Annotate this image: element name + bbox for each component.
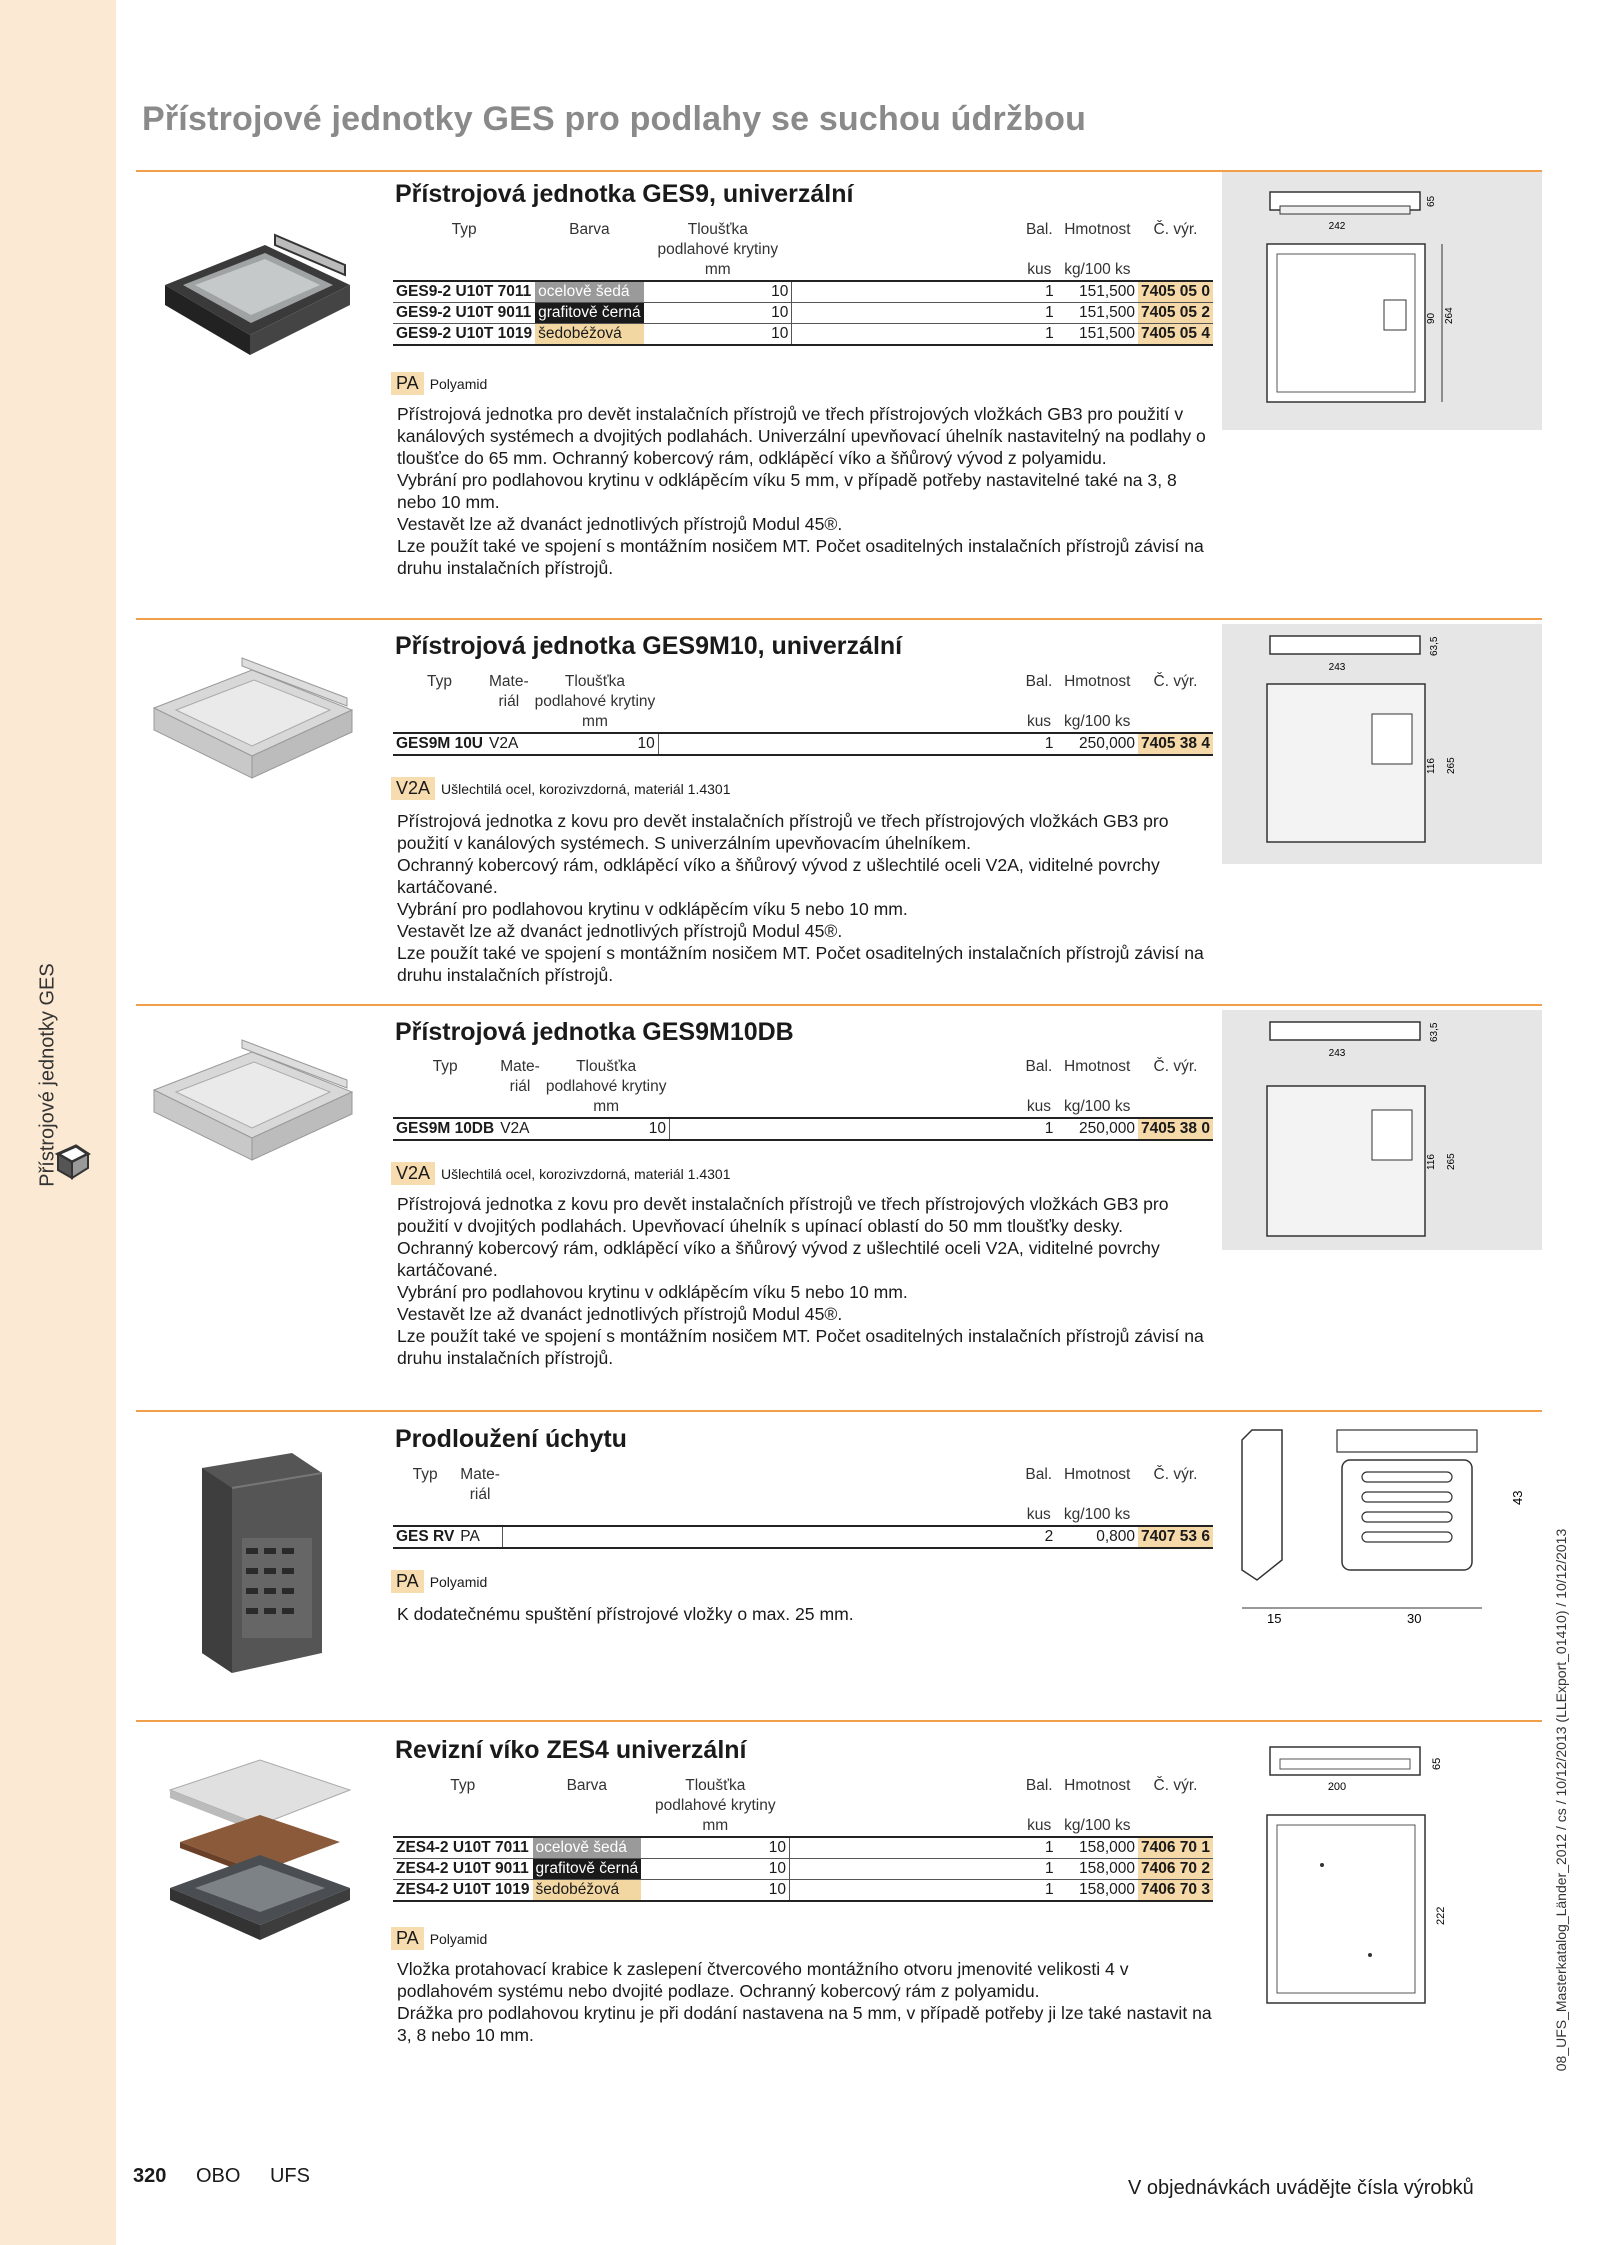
- material-note: PA Polyamid: [391, 1570, 487, 1593]
- material-note: V2A Ušlechtilá ocel, korozivzdorná, materiál 1.4301: [391, 1162, 731, 1185]
- dim-outer-label: 222: [1435, 1906, 1447, 1925]
- ges9-product-photo: [155, 225, 355, 365]
- material-note: PA Polyamid: [391, 1927, 487, 1950]
- col-thickness: Tloušťka: [687, 221, 748, 238]
- col-order: Č. výr.: [1153, 221, 1198, 238]
- col-pack: Bal.: [1025, 221, 1053, 238]
- table-row: GES9-2 U10T 7011 ocelově šedá 10 1 151,500 7405 05 0: [393, 281, 1213, 303]
- description-ges9: Přístrojová jednotka pro devět instalačních přístrojů ve třech přístrojových vložkách GB3 pro použití v kanálových systémech a dvojitých podlahách. Univerzální upevňovací úhelník nastavitelný na podlahy o tloušťce do 65 mm. Ochranný kobercový rám, odklápěcí víko a šňůrový vývod z polyamidu. Vybrání pro podlahovou krytinu v odklápěcím víku 5 mm, v případě potřeby nastavitelné také na 3, 8 nebo 10 mm. Vestavět lze až dvanáct jednotlivých přístrojů Modul 45®. Lze použít také ve spojení s montážním nosičem MT. Počet osaditelných instalačních přístrojů závisí na druhu instalačních přístrojů.: [397, 404, 1206, 578]
- section-divider: [136, 1720, 1542, 1722]
- material-name: Polyamid: [429, 375, 488, 392]
- col-weight: Hmotnost: [1064, 221, 1131, 238]
- table-row: ZES4-2 U10T 1019 šedobéžová 10 1 158,000 7406 70 3: [393, 1880, 1213, 1902]
- table-row: ZES4-2 U10T 7011 ocelově šedá 10 1 158,000 7406 70 1: [393, 1837, 1213, 1859]
- section-divider: [136, 618, 1542, 620]
- description-zes4: Vložka protahovací krabice k zaslepení čtvercového montážního otvoru jmenovité velikosti 4 v podlahovém systému nebo dvojité podlaze. Ochranný kobercový rám z polyamidu. Drážka pro podlahovou krytinu je při dodání nastavena na 5 mm, v případě potřeby ji lze také nastavit na 3, 8 nebo 10 mm.: [397, 1959, 1212, 2045]
- dim-height-label: 65: [1426, 195, 1437, 207]
- dim-left-label: 15: [1267, 1611, 1282, 1626]
- material-note: V2A Ušlechtilá ocel, korozivzdorná, materiál 1.4301: [391, 777, 731, 800]
- section-title-ges9: Přístrojová jednotka GES9, univerzální: [395, 180, 854, 208]
- material-note: [391, 372, 487, 395]
- footer-left: [133, 2165, 310, 2188]
- obo-ges-icon: [50, 1140, 94, 1184]
- section-title-ges9m10: Přístrojová jednotka GES9M10, univerzální: [395, 632, 903, 660]
- dim-height-label: 63,5: [1429, 636, 1440, 656]
- spec-table-ges9m10db: Typ Mate- Tloušťka Bal. Hmotnost Č. výr. riál podlahové krytiny mm kus kg/100 ks GES9M 10DB V2A 10 1 250,000 7405 38 0: [393, 1057, 1213, 1141]
- section-title-zes4: Revizní víko ZES4 univerzální: [395, 1736, 747, 1764]
- dim-inner-label: 90: [1426, 312, 1437, 324]
- section-title-ges9m10db: Přístrojová jednotka GES9M10DB: [395, 1018, 794, 1046]
- table-row: ZES4-2 U10T 9011 grafitově černá 10 1 158,000 7406 70 2: [393, 1859, 1213, 1880]
- dim-width-label: 242: [1328, 221, 1346, 232]
- spec-table-zes4: Typ Barva Tloušťka Bal. Hmotnost Č. výr. podlahové krytiny mm kus kg/100 ks ZES4-2 U10T 7011 ocelově šedá 10 1 158,000 7406 70 1 ZES4-2 U10T 9011 grafitově černá 10 1 158,000 7406 70 2 ZES4-2 U10T 1019 šedobéžová 10 1 158,000 7406 70 3: [393, 1776, 1213, 1902]
- dim-width-label: 243: [1328, 1048, 1346, 1059]
- col-color: Barva: [569, 221, 610, 238]
- dim-height-label: 63,5: [1429, 1022, 1440, 1042]
- side-category-label: Přístrojové jednotky GES: [36, 963, 59, 1187]
- zes4-product-photo: [160, 1750, 360, 1950]
- footer-note: V objednávkách uvádějte čísla výrobků: [1128, 2177, 1474, 2199]
- ges9m10-product-photo: [142, 648, 362, 798]
- dim-inner-label: 116: [1426, 1154, 1437, 1170]
- section-title-ges-rv: Prodloužení úchytu: [395, 1425, 627, 1453]
- table-row: GES9M 10U V2A 10 1 250,000 7405 38 4: [393, 733, 1213, 755]
- dim-outer-label: 264: [1444, 307, 1455, 324]
- dim-inner-label: 116: [1426, 758, 1437, 774]
- material-code: PA: [391, 372, 424, 395]
- ges9m10-technical-drawing: [1222, 624, 1542, 864]
- table-row: GES9M 10DB V2A 10 1 250,000 7405 38 0: [393, 1118, 1213, 1140]
- dim-outer-label: 265: [1446, 757, 1457, 774]
- dim-right-label: 30: [1407, 1611, 1422, 1626]
- spec-table-ges-rv: Typ Mate- Bal. Hmotnost Č. výr. riál kus kg/100 ks GES RV PA 2 0,800 7407 53 6: [393, 1465, 1213, 1549]
- page-title: Přístrojové jednotky GES pro podlahy se suchou údržbou: [142, 100, 1087, 138]
- description-ges-rv: K dodatečnému spuštění přístrojové vložky o max. 25 mm.: [397, 1604, 854, 1624]
- col-thickness-2: podlahové krytiny: [657, 241, 779, 258]
- spec-table-ges9m10: Typ Mate- Tloušťka Bal. Hmotnost Č. výr. riál podlahové krytiny mm kus kg/100 ks GES9M 10U V2A 10 1 250,000 7405 38 4: [393, 672, 1213, 756]
- dim-width-label: 200: [1327, 1781, 1347, 1793]
- zes4-technical-drawing: [1222, 1735, 1542, 2020]
- col-weight-unit: kg/100 ks: [1064, 261, 1131, 278]
- ges9m10db-product-photo: [142, 1030, 362, 1180]
- ges9-technical-drawing: [1222, 172, 1542, 430]
- footer-catalog: UFS: [269, 2165, 310, 2187]
- spec-table-ges9: [393, 220, 1213, 346]
- ges-rv-product-photo: [182, 1448, 332, 1680]
- dim-height-label: 65: [1431, 1757, 1443, 1770]
- table-row: GES9-2 U10T 9011 grafitově černá 10 1 151,500 7405 05 2: [393, 303, 1213, 324]
- ges-rv-technical-drawing: [1222, 1420, 1542, 1632]
- col-type: Typ: [451, 221, 477, 238]
- section-divider: [136, 1004, 1542, 1006]
- table-row: GES RV PA 2 0,800 7407 53 6: [393, 1526, 1213, 1548]
- ges9m10db-technical-drawing: [1222, 1010, 1542, 1250]
- description-ges9m10db: Přístrojová jednotka z kovu pro devět instalačních přístrojů ve třech přístrojových vložkách GB3 pro použití v dvojitých podlahách. Upevňovací úhelník s upínací oblastí do 50 mm tloušťky desky. Ochranný kobercový rám, odklápěcí víko a šňůrový vývod z ušlechtilé oceli V2A, viditelné povrchy kartáčované. Vybrání pro podlahovou krytinu v odklápěcím víku 5 nebo 10 mm. Vestavět lze až dvanáct jednotlivých přístrojů Modul 45®. Lze použít také ve spojení s montážním nosičem MT. Počet osaditelných instalačních přístrojů závisí na druhu instalačních přístrojů.: [397, 1194, 1204, 1368]
- col-unit: mm: [704, 261, 731, 278]
- table-row: GES9-2 U10T 1019 šedobéžová 10 1 151,500 7405 05 4: [393, 324, 1213, 346]
- page-number: 320: [133, 2165, 167, 2187]
- dim-width-label: 243: [1328, 662, 1346, 673]
- footer-brand: OBO: [195, 2165, 241, 2187]
- section-divider: [136, 1410, 1542, 1412]
- dim-outer-label: 265: [1446, 1153, 1457, 1170]
- col-pack-unit: kus: [1027, 261, 1052, 278]
- catalog-file-label: 08_UFS_Masterkatalog_Länder_2012 / cs / 10/12/2013 (LLExport_01410) / 10/12/2013: [1553, 1528, 1569, 2072]
- description-ges9m10: Přístrojová jednotka z kovu pro devět instalačních přístrojů ve třech přístrojových vložkách GB3 pro použití v kanálových systémech. S univerzálním upevňovacím úhelníkem. Ochranný kobercový rám, odklápěcí víko a šňůrový vývod z ušlechtilé oceli V2A, viditelné povrchy kartáčované. Vybrání pro podlahovou krytinu v odklápěcím víku 5 nebo 10 mm. Vestavět lze až dvanáct jednotlivých přístrojů Modul 45®. Lze použít také ve spojení s montážním nosičem MT. Počet osaditelných instalačních přístrojů závisí na druhu instalačních přístrojů.: [397, 811, 1204, 985]
- dim-height-label: 43: [1510, 1490, 1525, 1505]
